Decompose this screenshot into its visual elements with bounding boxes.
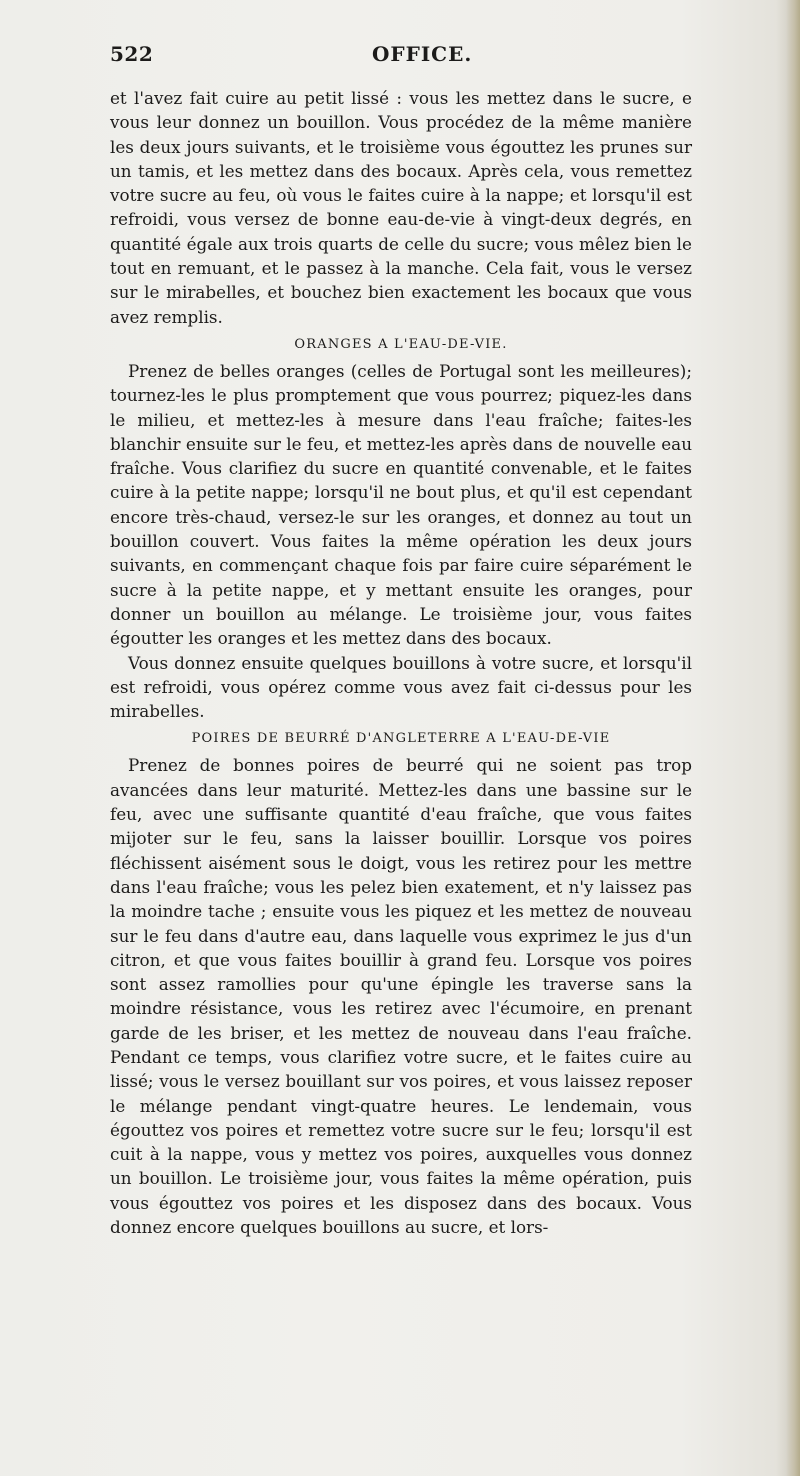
page-number: 522 bbox=[110, 42, 154, 66]
poires-paragraph-1: Prenez de bonnes poires de beurré qui ne soient pas trop avancées dans leur maturité. Mettez-les dans une bassine sur le feu, avec une suffisante quantité d'eau fraîche, que vous faites mijoter sur le feu, sans la laisser bouillir. Lorsque vos poires fléchissent aisément sous le doigt, vous les retirez pour les mettre dans l'eau fraîche; vous les pelez bien exatement, et n'y laissez pas la moindre tache ; ensuite vous les piquez et les mettez de nouveau sur le feu dans d'autre eau, dans laquelle vous exprimez le jus d'un citron, et que vous faites bouillir à grand feu. Lorsque vos poires sont assez ramollies pour qu'une épingle les traverse sans la moindre résistance, vous les retirez avec l'écumoire, en prenant garde de les briser, et les mettez de nouveau dans l'eau fraîche. Pendant ce temps, vous clarifiez votre sucre, et le faites cuire au lissé; vous le versez bouillant sur vos poires, et vous laissez reposer le mélange pendant vingt-quatre heures. Le lendemain, vous égouttez vos poires et remettez votre sucre sur le feu; lorsqu'il est cuit à la nappe, vous y mettez vos poires, auxquelles vous donnez un bouillon. Le troisième jour, vous faites la même opération, puis vous égouttez vos poires et les disposez dans des bocaux. Vous donnez encore quelques bouillons au sucre, et lors- bbox=[110, 755, 692, 1238]
oranges-paragraph-1: Prenez de belles oranges (celles de Portugal sont les meilleures); tournez-les le plus promptement que vous pourrez; piquez-les dans le milieu, et mettez-les à mesure dans l'eau fraîche; faites-les blanchir ensuite sur le feu, et mettez-les après dans de nouvelle eau fraîche. Vous clarifiez du sucre en quantité convenable, et le faites cuire à la petite nappe; lorsqu'il ne bout plus, et qu'il est cependant encore très-chaud, versez-le sur les oranges, et donnez au tout un bouillon couvert. Vous faites la même opération les deux jours suivants, en commençant chaque fois par faire cuire séparément le sucre à la petite nappe, et y mettant ensuite les oranges, pour donner un bouillon au mélange. Le troisième jour, vous faites égoutter les oranges et les mettez dans des bocaux. bbox=[110, 360, 692, 649]
body-text bbox=[110, 86, 692, 1239]
running-head: OFFICE. bbox=[372, 42, 473, 66]
poires-section-title: POIRES DE BEURRÉ D'ANGLETERRE A L'EAU-DE-VIE bbox=[191, 731, 611, 747]
page-header bbox=[110, 42, 690, 72]
intro-paragraph: et l'avez fait cuire au petit lissé : vous les mettez dans le sucre, e vous leur donnez un bouillon. Vous procédez de la même manière les deux jours suivants, et le troisième vous égouttez les prunes sur un tamis, et les mettez dans des bocaux. Après cela, vous remettez votre sucre au feu, où vous le faites cuire à la nappe; et lorsqu'il est refroidi, vous versez de bonne eau-de-vie à vingt-deux degrés, en quantité égale aux trois quarts de celle du sucre; vous mêlez bien le tout en remuant, et le passez à la manche. Cela fait, vous le versez sur le mirabelles, et bouchez bien exactement les bocaux que vous avez remplis. bbox=[110, 88, 692, 327]
oranges-paragraph-2: Vous donnez ensuite quelques bouillons à votre sucre, et lorsqu'il est refroidi, vous opérez comme vous avez fait ci-dessus pour les mirabelles. bbox=[110, 652, 692, 722]
page-edge-shadow bbox=[786, 0, 800, 1476]
oranges-section-title: ORANGES A L'EAU-DE-VIE. bbox=[294, 336, 508, 352]
